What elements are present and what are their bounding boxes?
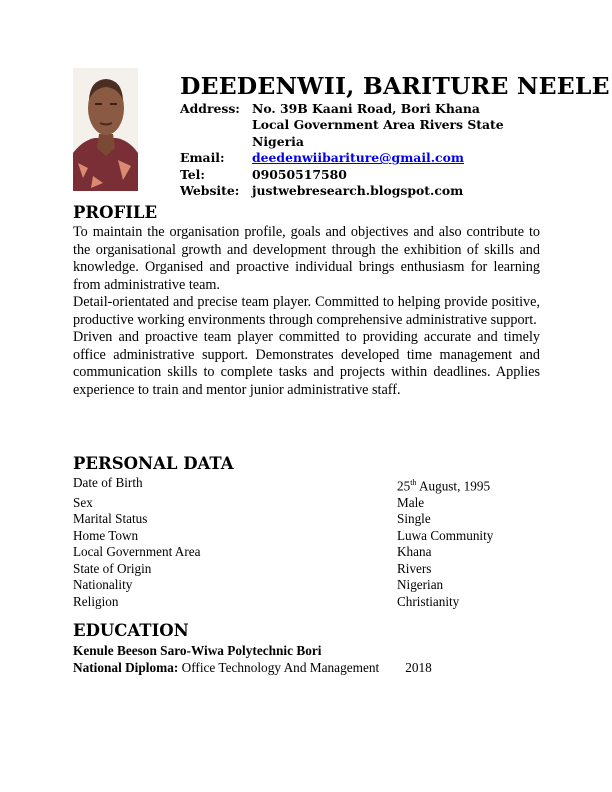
profile-paragraph: To maintain the organisation profile, goals and objectives and also contribute to the organisational growth and development through the exhibition of skills and knowledge. Organised and proactive individual brings enthusiasm for learning from administrative team. — [73, 224, 540, 293]
row-label: Date of Birth — [73, 475, 143, 490]
contact-website — [180, 183, 512, 199]
personal-data-table — [73, 475, 513, 610]
qualification-label: National Diploma: — [73, 659, 179, 675]
row-value: Luwa Community — [397, 527, 494, 543]
profile-paragraph: Detail-orientated and precise team player. Committed to helping provide positive, productive working environments through comprehensive administrative support. — [73, 294, 540, 328]
graduation-year: 2018 — [405, 659, 432, 675]
row-label: Sex — [73, 494, 93, 510]
row-label: Local Government Area — [73, 544, 201, 560]
contact-tel — [180, 167, 512, 183]
address-value: No. 39B Kaani Road, Bori Khana Local Government Area Rivers State Nigeria — [252, 101, 504, 149]
tel-value: 09050517580 — [252, 166, 347, 182]
course: Office Technology And Management — [178, 659, 380, 675]
qualification — [73, 660, 432, 677]
education-entry — [73, 643, 432, 676]
profile-paragraph: Driven and proactive team player committed to providing accurate and timely office administrative support. Demonstrates developed time management and communication skills to complete tasks and projects within deadlines. Applies experience to train and mentor junior administrative staff. — [73, 329, 540, 398]
tel-label: Tel: — [180, 166, 205, 182]
personal-data-row — [73, 475, 513, 495]
row-value: Rivers — [397, 560, 432, 576]
row-label: Marital Status — [73, 511, 148, 527]
personal-data-row — [73, 561, 513, 578]
education-heading: EDUCATION — [73, 621, 189, 640]
institution: Kenule Beeson Saro-Wiwa Polytechnic Bori — [73, 643, 322, 658]
row-value: Khana — [397, 544, 432, 560]
contact-block — [180, 101, 512, 199]
email-link[interactable]: deedenwiibariture@gmail.com — [252, 150, 464, 166]
personal-data-row — [73, 495, 513, 512]
profile-heading: PROFILE — [73, 203, 158, 222]
address-label: Address: — [180, 101, 240, 116]
row-label: Home Town — [73, 527, 139, 543]
row-label: Religion — [73, 593, 119, 609]
row-value: Single — [397, 511, 431, 527]
contact-email — [180, 150, 512, 166]
row-value: Christianity — [397, 593, 460, 609]
personal-data-row — [73, 544, 513, 561]
website-label: Website: — [180, 183, 240, 199]
profile-photo — [73, 68, 138, 191]
personal-data-row — [73, 594, 513, 611]
personal-data-row — [73, 528, 513, 545]
row-label: Nationality — [73, 577, 133, 593]
row-label: State of Origin — [73, 560, 152, 576]
profile-text — [73, 224, 540, 399]
personal-data-row — [73, 577, 513, 594]
candidate-name: DEEDENWII, BARITURE NEELE — [180, 72, 610, 100]
row-value: 25th August, 1995 — [397, 478, 491, 494]
row-value: Male — [397, 494, 425, 510]
email-label: Email: — [180, 150, 225, 166]
personal-data-row — [73, 511, 513, 528]
personal-data-heading: PERSONAL DATA — [73, 454, 234, 473]
contact-address — [180, 101, 512, 150]
website-value: justwebresearch.blogspot.com — [252, 183, 464, 199]
row-value: Nigerian — [397, 577, 444, 593]
